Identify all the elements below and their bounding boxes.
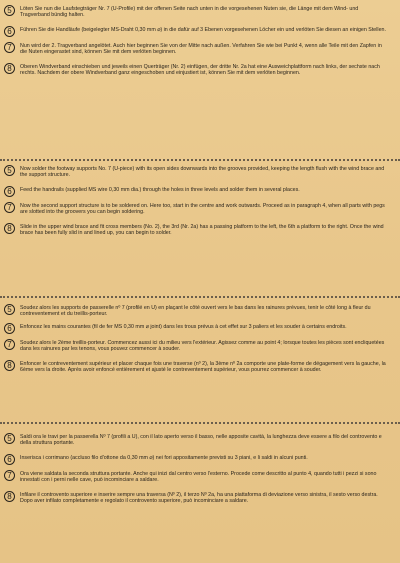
step-5	[0, 166, 400, 178]
step-text: Ora viene saldata la seconda struttura portante. Anche qui inizi dal centro verso l'esterno. Procede come descritto al punto 4, quando tutti i pezzi si sono innestati con i perni nelle cave, può incominciare a saldare.	[20, 470, 377, 483]
step-text: Enfoncez les mains courantes (fil de fer MS 0,30 mm ⌀ joint) dans les trous prévus à cet effet sur 3 paliers et les souder à certains endroits.	[20, 324, 347, 331]
step-text: Infilare il controvento superiore e inserire sempre una traversa (Nº 2), il terzo Nº 2a, ha una piattaforma di deviazione verso sinistra, il sesto verso destra. Dopo aver infilato completamente e regolato il controvento superiore, può incominciare a saldare.	[20, 492, 378, 505]
step-number: 7	[4, 42, 15, 53]
step-5	[0, 6, 400, 18]
step-number: 6	[4, 454, 15, 465]
step-7	[0, 471, 400, 483]
step-number: 6	[4, 186, 15, 197]
step-text: Soudez alors le 2ème treillis-porteur. Commencez aussi ici du milieu vers l'extérieur. Agissez comme au point 4; lorsque toutes les pièces sont encliquetées dans les rainures par les tenons, vous pouvez commencer à souder.	[20, 339, 385, 352]
step-8	[0, 64, 400, 76]
step-7	[0, 203, 400, 215]
step-text: Enfoncer le contreventement supérieur et placer chaque fois une traverse (nº 2), la 3ème nº 2a comporte une plate-forme de dégagement vers la gauche, la 6ème vers la droite. Après avoir enfoncé entièrement et ajusté le contreventement supérieur, vous pourrez commencer à souder.	[20, 361, 386, 374]
step-number: 5	[4, 304, 15, 315]
step-text: Nun wird der 2. Tragverband angelötet. Auch hier beginnen Sie von der Mitte nach außen. Verfahren Sie wie bei Punkt 4, wenn alle Teile mit den Zapfen in die Nuten eingerastet sind, können Sie mit dem verlöten beginnen.	[20, 42, 382, 55]
step-text: Now solder the footway supports No. 7 (U-piece) with its open sides downwards into the grooves provided, keeping the length flush with the wind brace and the support structure.	[20, 166, 385, 179]
step-8	[0, 361, 400, 373]
section-divider	[0, 296, 400, 298]
step-number: 7	[4, 470, 15, 481]
step-number: 7	[4, 202, 15, 213]
section-italian	[0, 434, 400, 508]
step-number: 7	[4, 339, 15, 350]
step-text: Slide in the upper wind brace and fit cross members (No. 2), the 3rd (Nr. 2a) has a passing platform to the left, the 6th a platform to the right. Once the wind brace has been fully slid in and lined up, you can begin to solder.	[20, 224, 384, 237]
step-text: Oberen Windverband einschieben und jeweils einen Querträger (Nr. 2) einfügen, der dritte Nr. 2a hat eine Ausweichplattform nach links, der sechste nach rechts. Nachdem der obere Windverband ganz eingeschoben und einjustiert ist, können Sie mit dem verlöten beginnen.	[20, 64, 380, 77]
step-6	[0, 455, 400, 465]
step-8	[0, 492, 400, 504]
step-6	[0, 27, 400, 37]
step-number: 5	[4, 5, 15, 16]
step-5	[0, 434, 400, 446]
step-text: Saldi ora le travi per la passerella Nº 7 (profili a U), con il lato aperto verso il basso, nelle apposite cavità, la lunghezza deve essere a filo del controvento e della struttura portante.	[20, 434, 382, 447]
section-english	[0, 166, 400, 240]
step-text: Führen Sie die Handläufe (beigelegter MS-Draht 0,30 mm ⌀) in die dafür auf 3 Ebenen vorgesehenen Löcher ein und verlöten Sie diesen an einigen Stellen.	[20, 27, 386, 34]
step-7	[0, 340, 400, 352]
step-number: 6	[4, 323, 15, 334]
section-divider	[0, 159, 400, 161]
step-text: Löten Sie nun die Laufstegträger Nr. 7 (U-Profile) mit der offenen Seite nach unten in die vorgesehenen Nuten sie, die Länge mit dem Wind- und Tragverband bündig halten.	[20, 6, 359, 19]
step-number: 6	[4, 26, 15, 37]
step-5	[0, 305, 400, 317]
step-text: Soudez alors les supports de passerelle nº 7 (profilé en U) en plaçant le côté ouvert vers le bas dans les rainures prévues, tenir le côté long à fleur du contreventement et du treillis-porteur.	[20, 305, 371, 318]
step-6	[0, 324, 400, 334]
step-number: 8	[4, 491, 15, 502]
section-german	[0, 6, 400, 80]
step-number: 5	[4, 165, 15, 176]
section-french	[0, 305, 400, 377]
step-number: 8	[4, 360, 15, 371]
section-divider	[0, 422, 400, 424]
step-number: 5	[4, 433, 15, 444]
step-number: 8	[4, 63, 15, 74]
step-text: Now the second support structure is to be soldered on. Here too, start in the centre and work outwards. Proceed as in paragraph 4, when all parts with pegs are slotted into the groovers you can begin soldering.	[20, 202, 385, 215]
step-7	[0, 43, 400, 55]
step-6	[0, 187, 400, 197]
step-text: Feed the handrails (supplied MS wire 0,30 mm dia.) through the holes in three levels and solder them in several places.	[20, 187, 300, 194]
step-8	[0, 224, 400, 236]
step-number: 8	[4, 223, 15, 234]
step-text: Inserisca i corrimano (accluso filo d'ottone da 0,30 mm ⌀) nei fori appositamente previsti su 3 piani, e li saldi in alcuni punti.	[20, 455, 308, 462]
